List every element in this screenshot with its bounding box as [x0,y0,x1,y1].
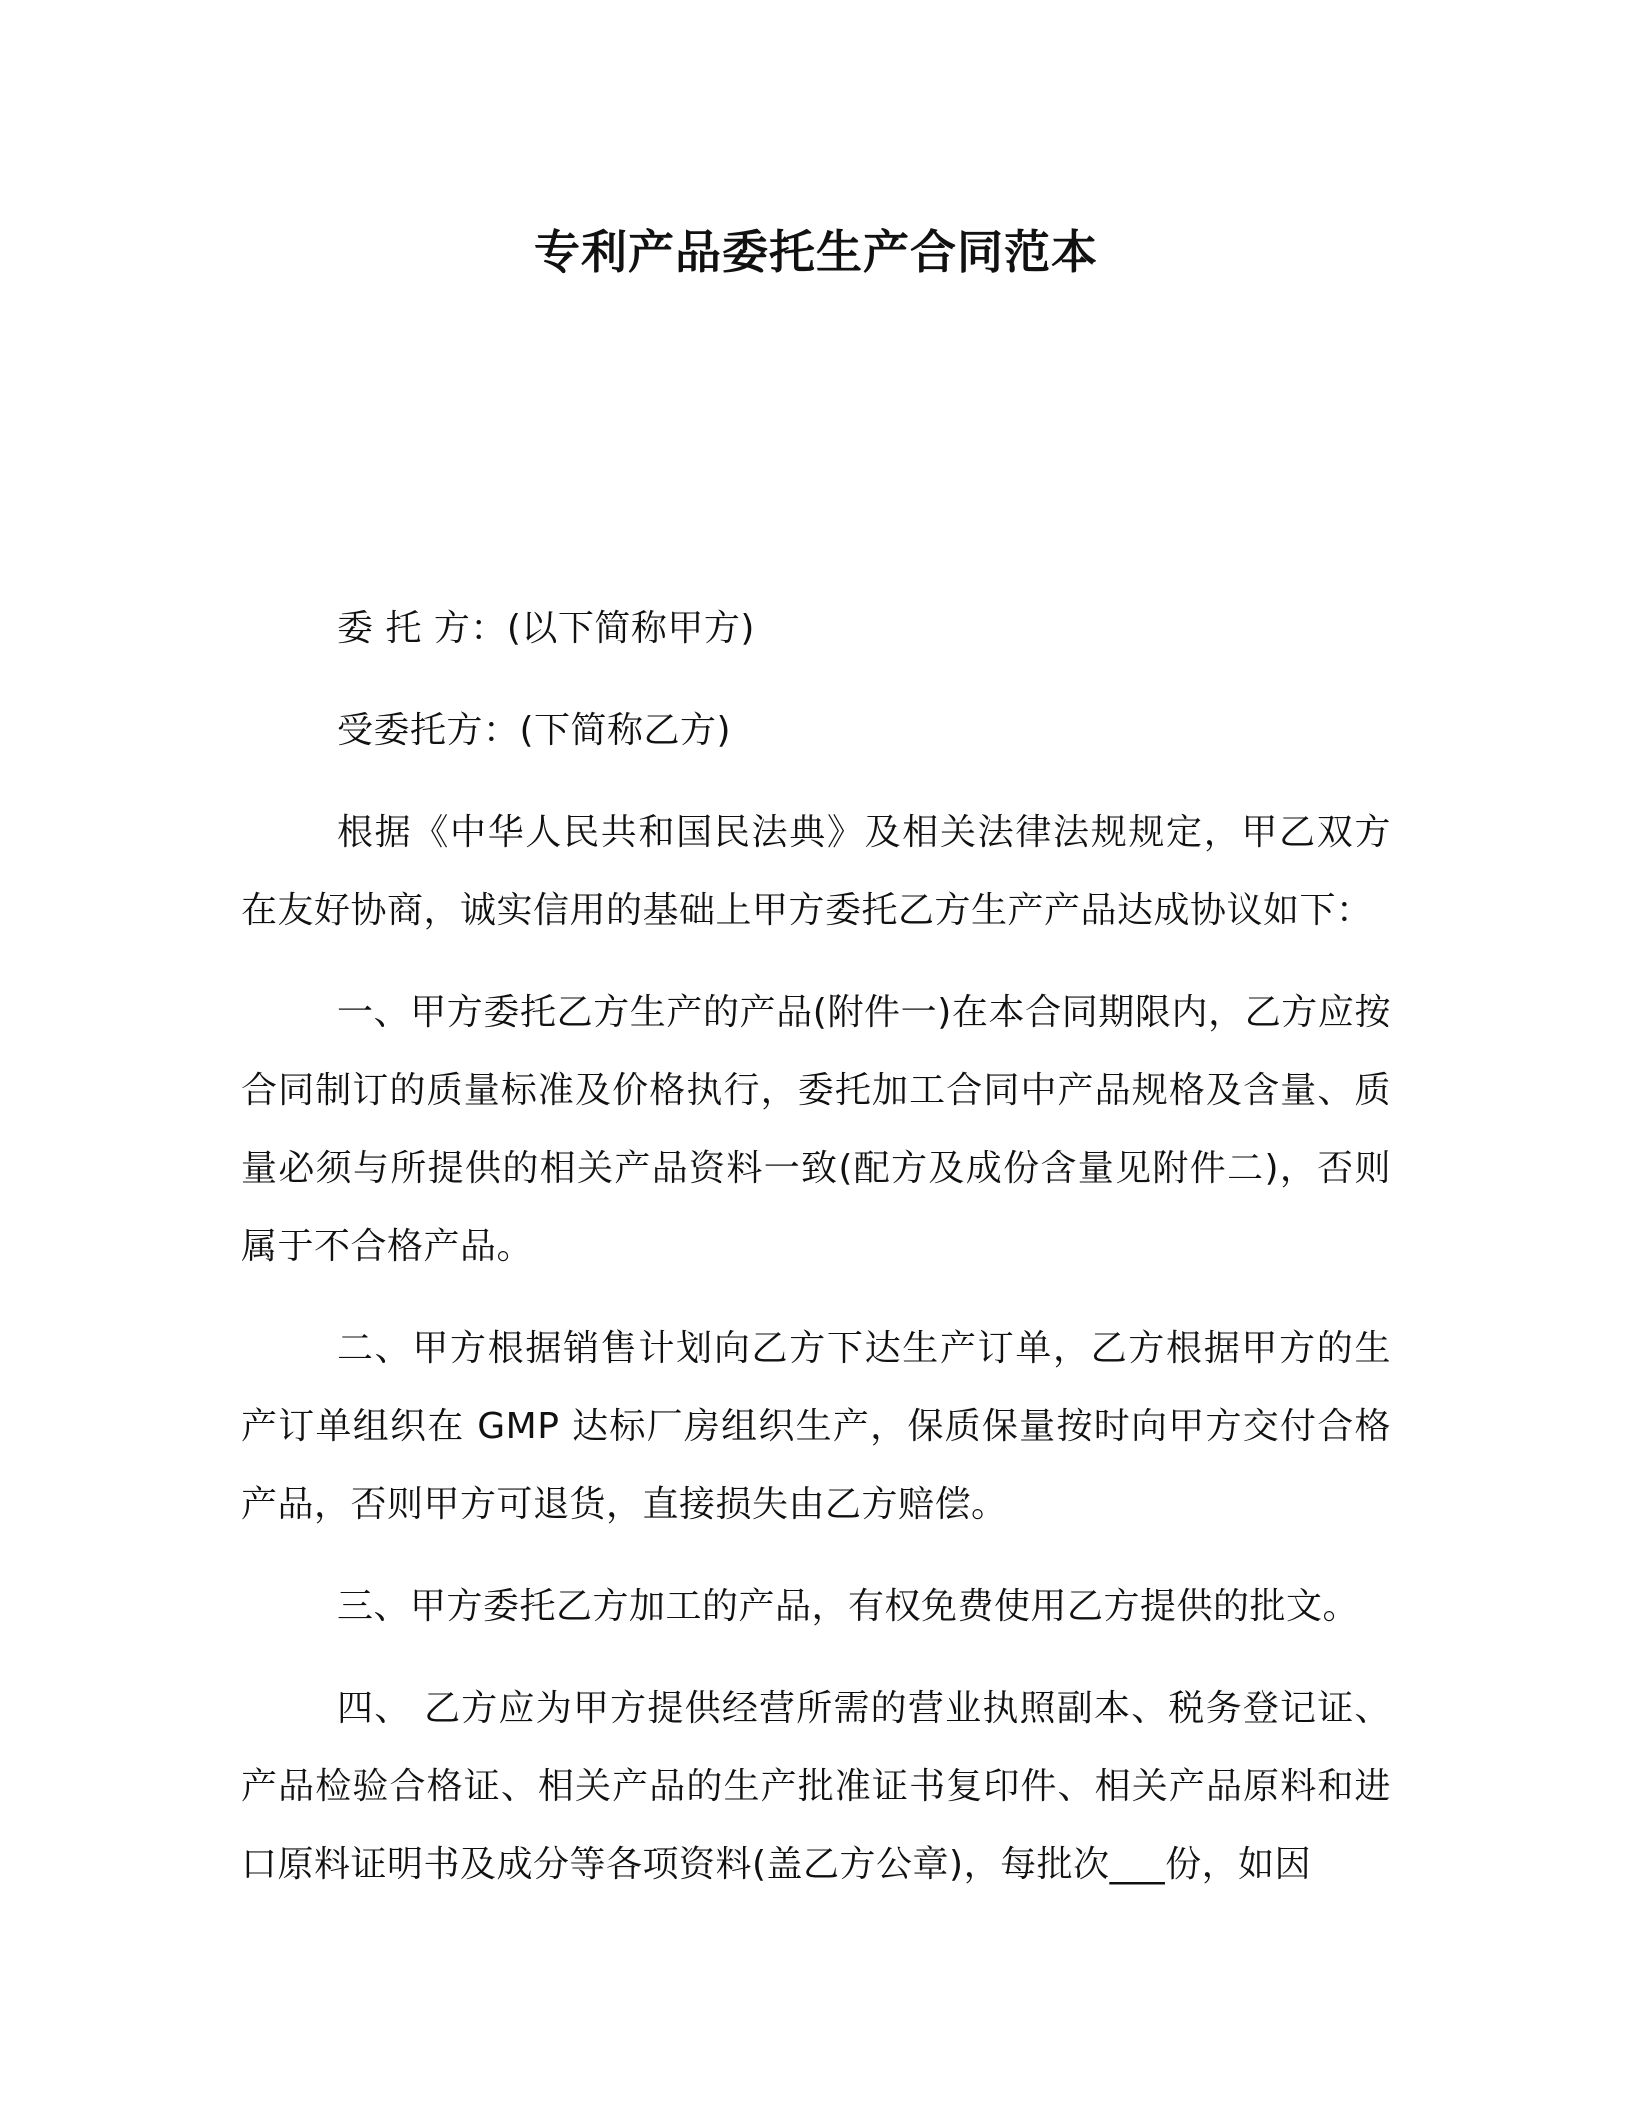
clause-2-paragraph: 二、甲方根据销售计划向乙方下达生产订单，乙方根据甲方的生产订单组织在 GMP 达标厂房组织生产，保质保量按时向甲方交付合格产品，否则甲方可退货，直接损失由乙方赔偿。 [241,1328,1391,1525]
contractor-party-line: 受委托方：(下简称乙方) [337,710,732,751]
clause-4-paragraph: 四、 乙方应为甲方提供经营所需的营业执照副本、税务登记证、产品检验合格证、相关产品的生产批准证书复印件、相关产品原料和进口原料证明书及成分等各项资料(盖乙方公章)，每批次___份，如因 [241,1688,1391,1885]
preamble-paragraph: 根据《中华人民共和国民法典》及相关法律法规规定，甲乙双方在友好协商，诚实信用的基础上甲方委托乙方生产产品达成协议如下： [241,812,1391,931]
document-title: 专利产品委托生产合同范本 [534,225,1098,279]
clause-1-paragraph: 一、甲方委托乙方生产的产品(附件一)在本合同期限内，乙方应按合同制订的质量标准及价格执行，委托加工合同中产品规格及含量、质量必须与所提供的相关产品资料一致(配方及成份含量见附件二)，否则属于不合格产品。 [241,992,1391,1267]
document-body [241,590,1391,1928]
client-party-line: 委 托 方：(以下简称甲方) [337,608,755,649]
clause-3-paragraph: 三、甲方委托乙方加工的产品，有权免费使用乙方提供的批文。 [337,1586,1360,1627]
